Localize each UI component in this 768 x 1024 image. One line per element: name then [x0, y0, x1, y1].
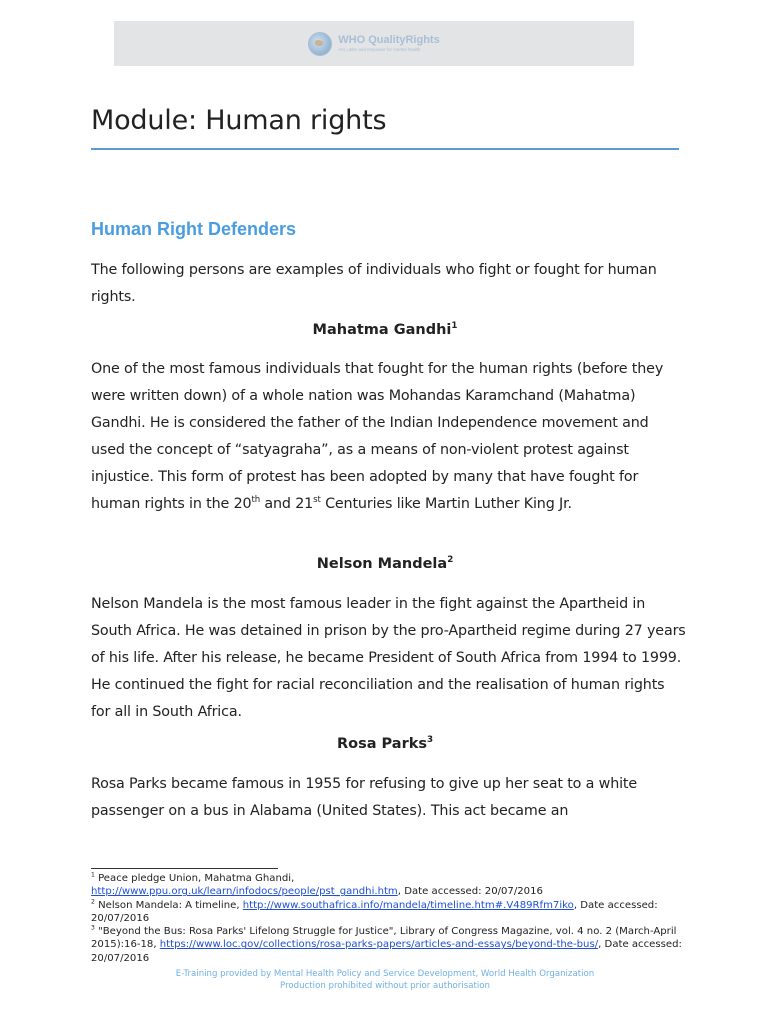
page-footer: [91, 968, 679, 992]
heading-parks: [91, 736, 679, 752]
section-heading: Human Right Defenders: [91, 219, 297, 239]
footnote-1: [91, 872, 691, 899]
logo-title: WHO QualityRights: [338, 33, 440, 46]
footnote-separator: [91, 868, 278, 869]
footnote-2-text: Nelson Mandela: A timeline,: [94, 899, 243, 911]
header-banner: [114, 21, 634, 66]
heading-mandela-text: Nelson Mandela: [316, 556, 448, 572]
footnotes: [91, 872, 691, 965]
footnote-ref-1[interactable]: 1: [451, 321, 458, 332]
logo-tagline: Act, unite and empower for mental health: [338, 46, 421, 52]
footnote-1-link[interactable]: http://www.ppu.org.uk/learn/infodocs/people/pst_gandhi.htm: [91, 886, 398, 898]
heading-gandhi-text: Mahatma Gandhi: [312, 322, 452, 338]
footnote-3-link[interactable]: https://www.loc.gov/collections/rosa-parks-papers/articles-and-essays/beyond-the-bus/: [159, 939, 599, 951]
footnote-3-number: 3: [91, 924, 95, 932]
module-title: Module: Human rights: [91, 105, 387, 136]
footnote-3: [91, 925, 691, 965]
gandhi-text-b: and 21: [260, 496, 314, 512]
gandhi-sup-st: st: [313, 495, 321, 506]
title-underline: [91, 148, 679, 150]
heading-parks-text: Rosa Parks: [336, 736, 427, 752]
mandela-paragraph: Nelson Mandela is the most famous leader in the fight against the Apartheid in South Africa. He was detained in prison by the pro-Apartheid regime during 27 years of his life. After his release, he became President of South Africa from 1994 to 1999. He continued the fight for racial reconciliation and the realisation of human rights for all in South Africa.: [91, 596, 686, 720]
footnote-2-link[interactable]: http://www.southafrica.info/mandela/timeline.htm#.V489Rfm7iko: [242, 899, 574, 911]
gandhi-text-a: One of the most famous individuals that fought for the human rights (before they were written down) of a whole nation was Mohandas Karamchand (Mahatma) Gandhi. He is considered the father of the Indian Independence movement and used the concept of “satyagraha”, as a means of non-violent protest against injustice. This form of protest has been adopted by many that have fought for human rights in the 20: [91, 361, 664, 512]
footer-line-2: Production prohibited without prior authorisation: [280, 981, 490, 991]
globe-icon: [308, 32, 332, 56]
gandhi-paragraph: [91, 356, 686, 518]
heading-gandhi: [91, 322, 679, 338]
intro-paragraph: The following persons are examples of individuals who fight or fought for human rights.: [91, 262, 657, 305]
gandhi-text-c: Centuries like Martin Luther King Jr.: [320, 496, 572, 512]
heading-mandela: [91, 556, 679, 572]
footnote-1-number: 1: [91, 871, 95, 879]
footnote-2-number: 2: [91, 898, 95, 906]
gandhi-sup-th: th: [251, 495, 260, 506]
who-qualityrights-logo: [308, 32, 439, 56]
footnote-2-date: , Date accessed: 20/07/2016: [91, 899, 658, 924]
parks-paragraph: Rosa Parks became famous in 1955 for refusing to give up her seat to a white passenger on a bus in Alabama (United States). This act became an: [91, 776, 638, 819]
footnote-1-text: Peace pledge Union, Mahatma Ghandi,: [94, 873, 295, 884]
footnote-1-date: , Date accessed: 20/07/2016: [397, 886, 543, 898]
footnote-ref-2[interactable]: 2: [447, 555, 454, 566]
footnote-3-date: , Date accessed: 20/07/2016: [91, 939, 682, 964]
footer-line-1: E-Training provided by Mental Health Policy and Service Development, World Health Organization: [175, 969, 595, 979]
footnote-ref-3[interactable]: 3: [427, 735, 434, 746]
footnote-2: [91, 899, 691, 926]
footnote-3-text: "Beyond the Bus: Rosa Parks' Lifelong Struggle for Justice", Library of Congress Magazine, vol. 4 no. 2 (March-April 2015):16-18,: [91, 926, 677, 951]
